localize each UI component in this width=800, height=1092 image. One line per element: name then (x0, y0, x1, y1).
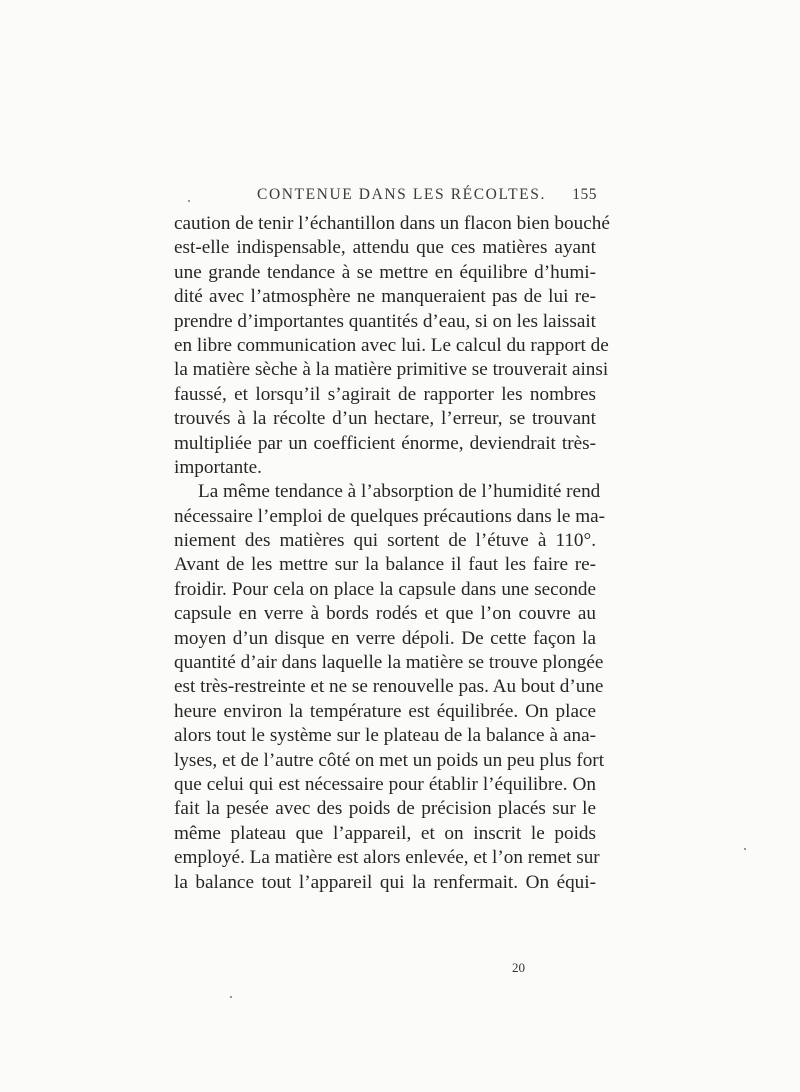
paper-speck (230, 996, 232, 998)
text-line: La même tendance à l’absorption de l’humidité rend (198, 481, 601, 503)
body-text (174, 212, 610, 895)
text-line: lyses, et de l’autre côté on met un poids un peu plus fort (174, 749, 605, 771)
text-line: en libre communication avec lui. Le calcul du rapport de (174, 334, 609, 356)
text-line: moyen d’un disque en verre dépoli. De cette façon la (174, 627, 596, 649)
text-line: niement des matières qui sortent de l’étuve à 110°. (174, 530, 596, 552)
page-number: 155 (572, 186, 597, 203)
text-line: nécessaire l’emploi de quelques précautions dans le ma- (174, 505, 606, 527)
text-line: quantité d’air dans laquelle la matière se trouve plongée (174, 652, 604, 674)
paragraph-2 (174, 480, 606, 895)
text-line: une grande tendance à se mettre en équilibre d’humi- (174, 261, 596, 283)
paragraph-1 (174, 212, 610, 480)
text-line: la matière sèche à la matière primitive se trouverait ainsi (174, 359, 609, 381)
text-line: même plateau que l’appareil, et on inscrit le poids (174, 822, 596, 844)
paper-speck (744, 848, 746, 850)
text-line: froidir. Pour cela on place la capsule dans une seconde (174, 578, 596, 600)
running-title: CONTENUE DANS LES RÉCOLTES. (257, 186, 546, 203)
text-line: fait la pesée avec des poids de précision placés sur le (174, 798, 596, 820)
text-line: est-elle indispensable, attendu que ces matières ayant (174, 237, 596, 259)
running-head (257, 186, 597, 210)
text-line: prendre d’importantes quantités d’eau, si on les laissait (174, 310, 597, 332)
text-line: trouvés à la récolte d’un hectare, l’erreur, se trouvant (174, 408, 596, 430)
text-line: multipliée par un coefficient énorme, deviendrait très- (174, 432, 596, 454)
text-line: que celui qui est nécessaire pour établir l’équilibre. On (174, 773, 596, 795)
text-line: faussé, et lorsqu’il s’agirait de rapporter les nombres (174, 383, 596, 405)
text-line: importante. (174, 456, 262, 478)
text-line: caution de tenir l’échantillon dans un flacon bien bouché (174, 213, 610, 234)
text-line: employé. La matière est alors enlevée, et l’on remet sur (174, 847, 600, 869)
paper-speck (188, 200, 190, 202)
signature-mark: 20 (512, 960, 525, 975)
text-line: dité avec l’atmosphère ne manqueraient pas de lui re- (174, 286, 596, 308)
text-line: est très-restreinte et ne se renouvelle pas. Au bout d’une (174, 676, 604, 698)
text-line: heure environ la température est équilibrée. On place (174, 700, 596, 722)
text-line: la balance tout l’appareil qui la renfermait. On équi- (174, 871, 596, 893)
text-line: Avant de les mettre sur la balance il faut les faire re- (174, 554, 596, 576)
text-line: alors tout le système sur le plateau de la balance à ana- (174, 725, 596, 747)
text-line: capsule en verre à bords rodés et que l’on couvre au (174, 603, 596, 625)
